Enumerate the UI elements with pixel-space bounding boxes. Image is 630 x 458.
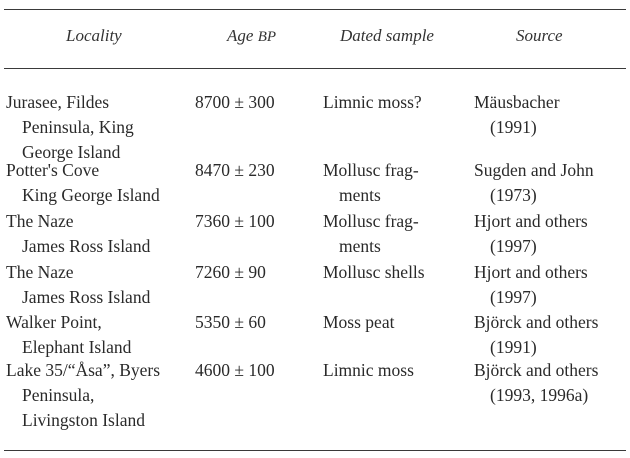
sample-cell [323,209,419,259]
locality-line: George Island [22,142,121,162]
age-cell: 4600 ± 100 [195,360,275,380]
age-cell: 8700 ± 300 [195,92,275,112]
locality-line: Potter's Cove [6,160,100,180]
locality-line: Elephant Island [22,337,132,357]
locality-cell [6,310,131,360]
sample-cell [323,358,414,383]
locality-cell [6,209,150,259]
age-cell: 7360 ± 100 [195,211,275,231]
age-cell: 7260 ± 90 [195,262,266,282]
sample-line: Moss peat [323,312,395,332]
header-age [227,26,276,46]
source-cell [474,158,594,208]
locality-line: The Naze [6,211,74,231]
locality-line: James Ross Island [22,287,151,307]
sample-line: ments [339,185,381,205]
locality-line: Peninsula, King [22,117,134,137]
source-line: Hjort and others [474,262,588,282]
locality-line: King George Island [22,185,160,205]
source-cell [474,260,588,310]
locality-line: The Naze [6,262,74,282]
sample-line: Limnic moss [323,360,414,380]
source-line: (1997) [490,287,537,307]
source-line: Mäusbacher [474,92,560,112]
locality-line: Lake 35/“Åsa”, Byers [6,360,161,380]
locality-line: Livingston Island [22,410,145,430]
locality-line: James Ross Island [22,236,151,256]
source-line: Hjort and others [474,211,588,231]
sample-line: Mollusc frag- [323,211,419,231]
header-age-label: Age [227,26,254,45]
header-locality: Locality [66,26,122,45]
locality-line: Walker Point, [6,312,102,332]
table-header-rule [4,68,626,69]
header-source: Source [516,26,563,45]
locality-cell [6,158,160,208]
table-top-rule [4,9,626,10]
table-bottom-rule [4,450,626,451]
source-line: (1991) [490,117,537,137]
age-cell: 8470 ± 230 [195,160,275,180]
source-line: (1997) [490,236,537,256]
source-cell [474,209,588,259]
sample-cell [323,158,419,208]
source-line: (1991) [490,337,537,357]
sample-line: Mollusc frag- [323,160,419,180]
locality-line: Peninsula, [22,385,95,405]
locality-cell [6,358,160,433]
locality-cell [6,260,150,310]
source-cell [474,90,560,140]
sample-line: Limnic moss? [323,92,422,112]
source-line: Sugden and John [474,160,594,180]
age-cell: 5350 ± 60 [195,312,266,332]
header-dated-sample: Dated sample [340,26,434,45]
sample-cell [323,90,422,115]
source-line: (1973) [490,185,537,205]
source-line: Björck and others [474,312,599,332]
sample-line: ments [339,236,381,256]
sample-line: Mollusc shells [323,262,425,282]
source-cell [474,310,598,360]
sample-cell [323,310,394,335]
source-cell [474,358,598,408]
source-line: (1993, 1996a) [490,385,589,405]
locality-cell [6,90,134,165]
locality-line: Jurasee, Fildes [6,92,110,112]
source-line: Björck and others [474,360,599,380]
header-age-unit: BP [257,29,277,45]
sample-cell [323,260,425,285]
